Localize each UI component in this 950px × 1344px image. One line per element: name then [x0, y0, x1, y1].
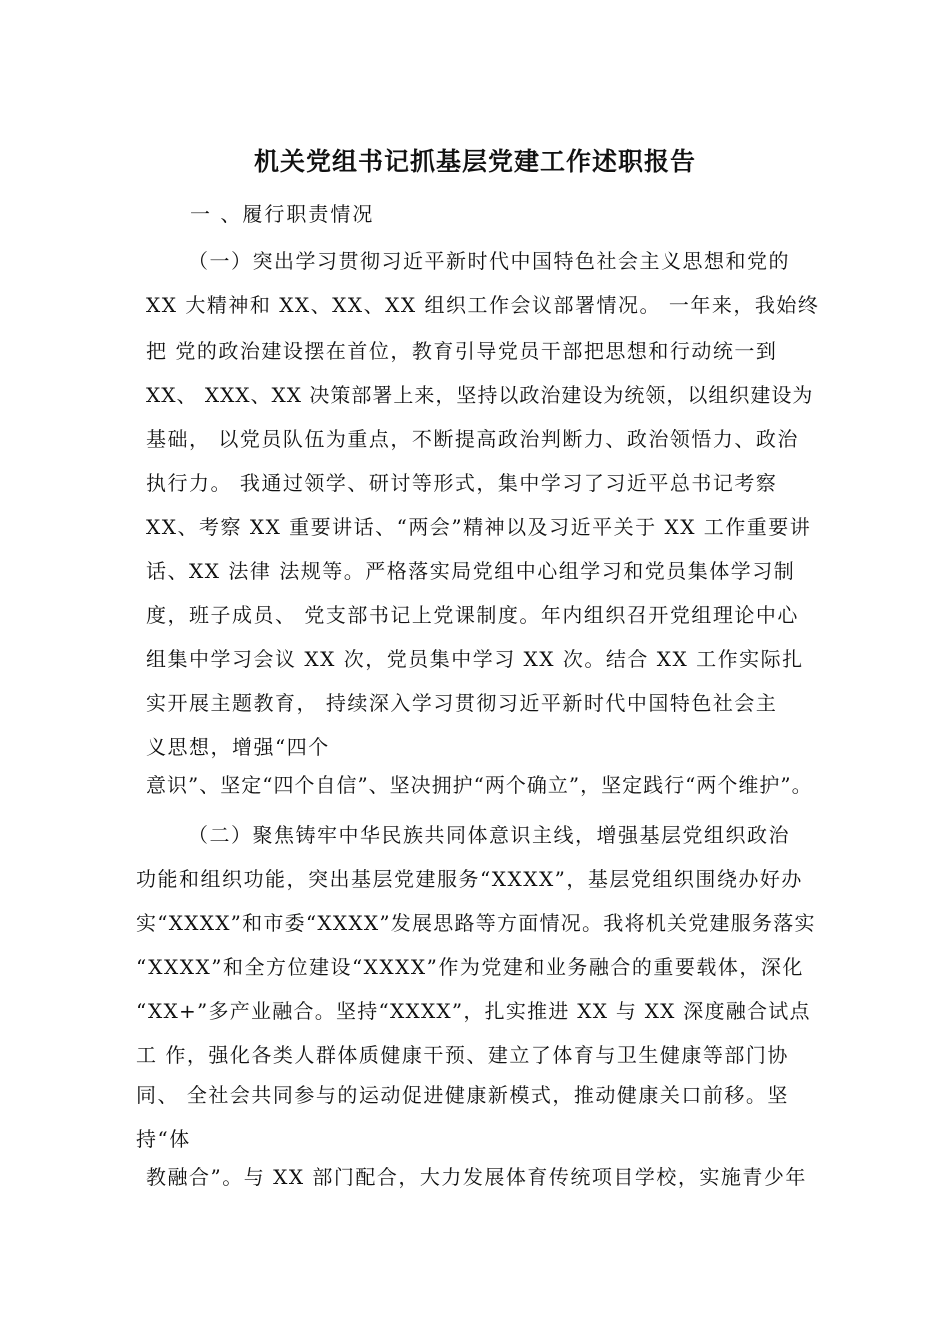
paragraph-line: 组集中学习会议 XX 次，党员集中学习 XX 次。结合 XX 工作实际扎 [146, 647, 804, 671]
section-heading: 一 、履行职责情况 [190, 202, 375, 226]
paragraph-line: XX 大精神和 XX、XX、XX 组织工作会议部署情况。 一年来，我始终 [146, 293, 820, 317]
paragraph-line: 工 作，强化各类人群体质健康干预、建立了体育与卫生健康等部门协 [136, 1043, 789, 1067]
paragraph-line: 把 党的政治建设摆在首位，教育引导党员干部把思想和行动统一到 [146, 339, 778, 363]
paragraph-line: 教融合”。与 XX 部门配合，大力发展体育传统项目学校，实施青少年 [146, 1165, 807, 1189]
paragraph-line: 持“体 [136, 1127, 191, 1151]
document-title: 机关党组书记抓基层党建工作述职报告 [253, 147, 696, 176]
paragraph-line: 话、XX 法律 法规等。严格落实局党组中心组学习和党员集体学习制 [146, 559, 796, 583]
paragraph-line: 义思想，增强“四个 [146, 735, 330, 759]
paragraph-line: 执行力。 我通过领学、研讨等形式，集中学习了习近平总书记考察 [146, 471, 778, 495]
paragraph-line: 功能和组织功能，突出基层党建服务“XXXX”，基层党组织围绕办好办 [136, 867, 803, 891]
paragraph-line: “XXXX”和全方位建设“XXXX”作为党建和业务融合的重要载体，深化 [136, 955, 804, 979]
paragraph-line: 意识”、坚定“四个自信”、坚决拥护“两个确立”，坚定践行“两个维护”。 [146, 773, 813, 797]
paragraph-line: 同、 全社会共同参与的运动促进健康新模式，推动健康关口前移。坚 [136, 1083, 789, 1107]
paragraph-line: 度，班子成员、 党支部书记上党课制度。年内组织召开党组理论中心 [146, 603, 799, 627]
paragraph-line: “XX+”多产业融合。坚持“XXXX”，扎实推进 XX 与 XX 深度融合试点 [136, 999, 811, 1023]
paragraph-line: XX、 XXX、XX 决策部署上来，坚持以政治建设为统领，以组织建设为 [146, 383, 814, 407]
paragraph-line: 实开展主题教育， 持续深入学习贯彻习近平新时代中国特色社会主 [146, 691, 778, 715]
paragraph-line: （二）聚焦铸牢中华民族共同体意识主线，增强基层党组织政治 [188, 823, 790, 847]
paragraph-line: （一）突出学习贯彻习近平新时代中国特色社会主义思想和党的 [188, 249, 790, 273]
paragraph-line: 基础， 以党员队伍为重点，不断提高政治判断力、政治领悟力、政治 [146, 427, 799, 451]
paragraph-line: 实“XXXX”和市委“XXXX”发展思路等方面情况。我将机关党建服务落实 [136, 911, 816, 935]
paragraph-line: XX、考察 XX 重要讲话、“两会”精神以及习近平关于 XX 工作重要讲 [146, 515, 812, 539]
